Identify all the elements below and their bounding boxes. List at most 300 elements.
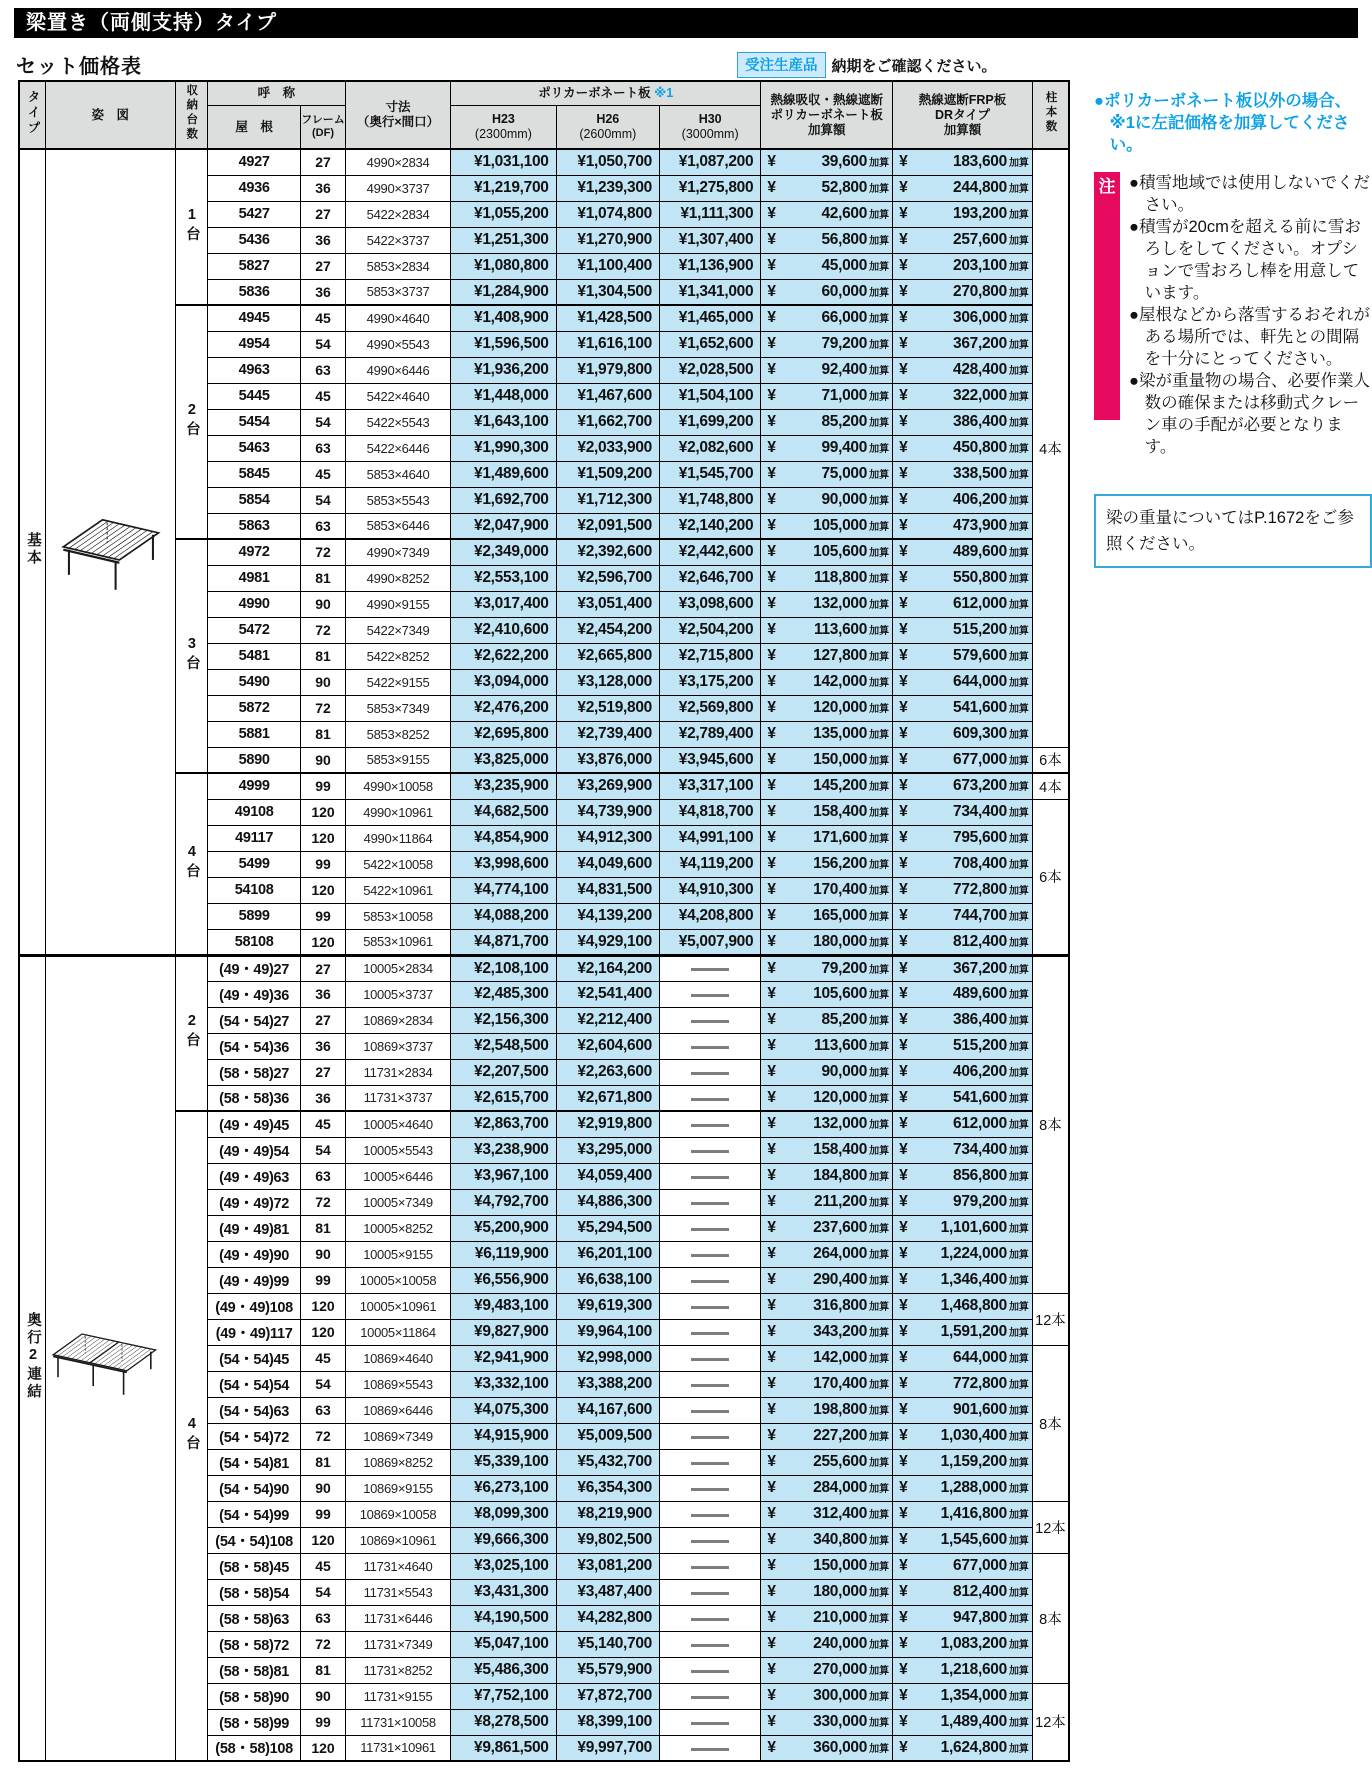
price-h30-cell: ¥4,818,700 <box>659 799 760 825</box>
roof-name-cell: 5490 <box>207 669 300 695</box>
table-row <box>19 539 1069 565</box>
price-h30-cell: ¥1,275,800 <box>659 175 760 201</box>
price-h26-cell: ¥1,428,500 <box>556 305 659 331</box>
price-h30-cell <box>659 1657 760 1683</box>
heat-poly-add-cell: ¥ 66,000 加算 <box>761 305 893 331</box>
storage-count-cell-label: 4台 <box>183 1415 200 1453</box>
type-cell <box>19 149 45 955</box>
price-h30-cell <box>659 981 760 1007</box>
no-option-dash <box>691 1072 729 1075</box>
price-h26-cell: ¥2,604,600 <box>556 1033 659 1059</box>
pillar-count-cell: 6本 <box>1032 747 1069 773</box>
price-h26-cell: ¥4,886,300 <box>556 1189 659 1215</box>
size-cell: 10005×7349 <box>345 1189 450 1215</box>
price-h30-cell <box>659 1319 760 1345</box>
price-h23-cell: ¥3,332,100 <box>451 1371 556 1397</box>
size-cell: 11731×5543 <box>345 1579 450 1605</box>
frame-df-cell: 72 <box>301 1631 346 1657</box>
col-header-h26: H26 (2600mm) <box>556 106 659 149</box>
frame-df-cell: 120 <box>301 1735 346 1761</box>
roof-name-cell: (58・58)36 <box>207 1085 300 1111</box>
price-h23-cell: ¥4,682,500 <box>451 799 556 825</box>
caution-item: ●屋根などから落雪するおそれがある場所では、軒先との間隔を十分にとってください。 <box>1129 306 1370 368</box>
price-h30-cell: ¥4,910,300 <box>659 877 760 903</box>
size-cell: 5853×10058 <box>345 903 450 929</box>
frame-df-cell: 99 <box>301 773 346 799</box>
frame-df-cell: 72 <box>301 695 346 721</box>
price-h26-cell: ¥3,876,000 <box>556 747 659 773</box>
size-cell: 10005×8252 <box>345 1215 450 1241</box>
no-option-dash <box>691 1670 729 1673</box>
page-title-bar: 梁置き（両側支持）タイプ <box>14 8 1358 38</box>
caution-label: 注 <box>1094 172 1120 420</box>
frame-df-cell: 90 <box>301 1241 346 1267</box>
roof-name-cell: (49・49)90 <box>207 1241 300 1267</box>
no-option-dash <box>691 1384 729 1387</box>
roof-name-cell: (58・58)63 <box>207 1605 300 1631</box>
price-h26-cell: ¥3,128,000 <box>556 669 659 695</box>
heat-poly-add-cell: ¥ 120,000 加算 <box>761 695 893 721</box>
price-h26-cell: ¥2,263,600 <box>556 1059 659 1085</box>
price-h26-cell: ¥1,662,700 <box>556 409 659 435</box>
table-header <box>19 81 1069 149</box>
no-option-dash <box>691 1514 729 1517</box>
caution-item: ●積雪が20cmを超える前に雪おろしをしてください。オプションで雪おろし棒を用意しています。 <box>1129 218 1361 302</box>
size-cell: 10869×3737 <box>345 1033 450 1059</box>
frame-df-cell: 81 <box>301 1657 346 1683</box>
heat-poly-add-cell: ¥ 71,000 加算 <box>761 383 893 409</box>
dr-frp-add-cell: ¥ 772,800 加算 <box>893 877 1033 903</box>
heat-poly-add-cell: ¥ 264,000 加算 <box>761 1241 893 1267</box>
storage-count-cell-label: 2台 <box>183 401 200 439</box>
price-h30-cell: ¥2,569,800 <box>659 695 760 721</box>
size-cell: 4990×2834 <box>345 149 450 175</box>
price-h30-cell <box>659 1397 760 1423</box>
size-cell: 4990×7349 <box>345 539 450 565</box>
roof-name-cell: (54・54)45 <box>207 1345 300 1371</box>
table-row <box>19 955 1069 981</box>
price-h30-cell: ¥3,945,600 <box>659 747 760 773</box>
roof-name-cell: 5863 <box>207 513 300 539</box>
size-cell: 10005×3737 <box>345 981 450 1007</box>
price-h26-cell: ¥5,579,900 <box>556 1657 659 1683</box>
frame-df-cell: 36 <box>301 1033 346 1059</box>
roof-name-cell: (49・49)99 <box>207 1267 300 1293</box>
heat-poly-add-cell: ¥ 42,600 加算 <box>761 201 893 227</box>
price-h26-cell: ¥6,638,100 <box>556 1267 659 1293</box>
price-h30-cell: ¥2,504,200 <box>659 617 760 643</box>
no-option-dash <box>691 1410 729 1413</box>
side-notes <box>1094 90 1372 568</box>
price-h26-cell: ¥1,304,500 <box>556 279 659 305</box>
price-h30-cell <box>659 1423 760 1449</box>
dr-frp-add-cell: ¥ 979,200 加算 <box>893 1189 1033 1215</box>
price-h26-cell: ¥5,432,700 <box>556 1449 659 1475</box>
heat-poly-add-cell: ¥ 156,200 加算 <box>761 851 893 877</box>
storage-count-cell <box>175 773 207 955</box>
frame-df-cell: 99 <box>301 903 346 929</box>
roof-name-cell: 49108 <box>207 799 300 825</box>
price-h30-cell: ¥1,652,600 <box>659 331 760 357</box>
poly-addition-note: ●ポリカーボネート板以外の場合、※1に左記価格を加算してください。 <box>1094 92 1352 154</box>
size-cell: 10869×6446 <box>345 1397 450 1423</box>
price-h26-cell: ¥7,872,700 <box>556 1683 659 1709</box>
price-h26-cell: ¥9,997,700 <box>556 1735 659 1761</box>
dr-frp-add-cell: ¥ 812,400 加算 <box>893 929 1033 955</box>
roof-name-cell: 4999 <box>207 773 300 799</box>
price-h26-cell: ¥1,712,300 <box>556 487 659 513</box>
size-cell: 5422×3737 <box>345 227 450 253</box>
caution-item: ●積雪地域では使用しないでください。 <box>1129 174 1370 214</box>
heat-poly-add-cell: ¥ 255,600 加算 <box>761 1449 893 1475</box>
dr-frp-add-cell: ¥ 244,800 加算 <box>893 175 1033 201</box>
no-option-dash <box>691 1436 729 1439</box>
no-option-dash <box>691 1696 729 1699</box>
size-cell: 10005×4640 <box>345 1111 450 1137</box>
dr-frp-add-cell: ¥ 1,288,000 加算 <box>893 1475 1033 1501</box>
price-h23-cell: ¥3,825,000 <box>451 747 556 773</box>
roof-name-cell: (49・49)81 <box>207 1215 300 1241</box>
price-h30-cell: ¥1,465,000 <box>659 305 760 331</box>
price-h26-cell: ¥2,454,200 <box>556 617 659 643</box>
size-cell: 4990×10058 <box>345 773 450 799</box>
price-h30-cell <box>659 1475 760 1501</box>
heat-poly-add-cell: ¥ 180,000 加算 <box>761 929 893 955</box>
price-h23-cell: ¥4,088,200 <box>451 903 556 929</box>
price-h26-cell: ¥4,282,800 <box>556 1605 659 1631</box>
price-h30-cell: ¥1,504,100 <box>659 383 760 409</box>
size-cell: 10869×10961 <box>345 1527 450 1553</box>
no-option-dash <box>691 1228 729 1231</box>
price-h30-cell: ¥4,119,200 <box>659 851 760 877</box>
dr-frp-add-cell: ¥ 193,200 加算 <box>893 201 1033 227</box>
price-h30-cell: ¥1,699,200 <box>659 409 760 435</box>
price-h30-cell: ¥2,028,500 <box>659 357 760 383</box>
dr-frp-add-cell: ¥ 183,600 加算 <box>893 149 1033 175</box>
price-h26-cell: ¥1,074,800 <box>556 201 659 227</box>
size-cell: 4990×10961 <box>345 799 450 825</box>
roof-name-cell: 5854 <box>207 487 300 513</box>
price-h23-cell: ¥2,485,300 <box>451 981 556 1007</box>
heat-poly-add-cell: ¥ 105,600 加算 <box>761 981 893 1007</box>
price-h26-cell: ¥8,399,100 <box>556 1709 659 1735</box>
no-option-dash <box>691 1280 729 1283</box>
frame-df-cell: 63 <box>301 1397 346 1423</box>
price-h26-cell: ¥4,049,600 <box>556 851 659 877</box>
dr-frp-add-cell: ¥ 1,468,800 加算 <box>893 1293 1033 1319</box>
price-h26-cell: ¥4,929,100 <box>556 929 659 955</box>
frame-df-cell: 36 <box>301 227 346 253</box>
price-h30-cell <box>659 1579 760 1605</box>
size-cell: 10869×7349 <box>345 1423 450 1449</box>
dr-frp-add-cell: ¥ 644,000 加算 <box>893 1345 1033 1371</box>
dr-frp-add-cell: ¥ 386,400 加算 <box>893 409 1033 435</box>
frame-df-cell: 45 <box>301 383 346 409</box>
frame-df-cell: 99 <box>301 1709 346 1735</box>
size-cell: 11731×10961 <box>345 1735 450 1761</box>
storage-count-cell <box>175 305 207 539</box>
price-h26-cell: ¥6,354,300 <box>556 1475 659 1501</box>
price-h23-cell: ¥9,666,300 <box>451 1527 556 1553</box>
price-h26-cell: ¥2,212,400 <box>556 1007 659 1033</box>
roof-name-cell: 5845 <box>207 461 300 487</box>
no-option-dash <box>691 1332 729 1335</box>
size-cell: 10005×9155 <box>345 1241 450 1267</box>
size-cell: 11731×10058 <box>345 1709 450 1735</box>
price-h26-cell: ¥1,509,200 <box>556 461 659 487</box>
price-h30-cell <box>659 1553 760 1579</box>
frame-df-cell: 90 <box>301 1683 346 1709</box>
price-h30-cell: ¥1,111,300 <box>659 201 760 227</box>
dr-frp-add-cell: ¥ 541,600 加算 <box>893 695 1033 721</box>
storage-count-cell <box>175 149 207 305</box>
col-header-heat-add: 熱線吸収・熱線遮断 ポリカーボネート板 加算額 <box>761 81 893 149</box>
frame-df-cell: 90 <box>301 669 346 695</box>
dr-frp-add-cell: ¥ 734,400 加算 <box>893 1137 1033 1163</box>
heat-poly-add-cell: ¥ 211,200 加算 <box>761 1189 893 1215</box>
frame-df-cell: 63 <box>301 357 346 383</box>
size-cell: 5853×8252 <box>345 721 450 747</box>
price-h26-cell: ¥2,671,800 <box>556 1085 659 1111</box>
heat-poly-add-cell: ¥ 113,600 加算 <box>761 1033 893 1059</box>
price-h23-cell: ¥3,025,100 <box>451 1553 556 1579</box>
frame-df-cell: 36 <box>301 279 346 305</box>
size-cell: 5422×6446 <box>345 435 450 461</box>
frame-df-cell: 36 <box>301 175 346 201</box>
dr-frp-add-cell: ¥ 612,000 加算 <box>893 1111 1033 1137</box>
heat-poly-add-cell: ¥ 92,400 加算 <box>761 357 893 383</box>
dr-frp-add-cell: ¥ 812,400 加算 <box>893 1579 1033 1605</box>
price-h23-cell: ¥2,047,900 <box>451 513 556 539</box>
price-h23-cell: ¥4,871,700 <box>451 929 556 955</box>
heat-poly-add-cell: ¥ 165,000 加算 <box>761 903 893 929</box>
size-cell: 10869×10058 <box>345 1501 450 1527</box>
price-h26-cell: ¥2,919,800 <box>556 1111 659 1137</box>
price-h23-cell: ¥1,031,100 <box>451 149 556 175</box>
col-header-type: タイプ <box>19 81 45 149</box>
roof-name-cell: (54・54)108 <box>207 1527 300 1553</box>
col-header-roof: 屋 根 <box>207 106 300 149</box>
dr-frp-add-cell: ¥ 450,800 加算 <box>893 435 1033 461</box>
price-h23-cell: ¥1,936,200 <box>451 357 556 383</box>
price-h23-cell: ¥1,990,300 <box>451 435 556 461</box>
dr-frp-add-cell: ¥ 428,400 加算 <box>893 357 1033 383</box>
roof-name-cell: 4945 <box>207 305 300 331</box>
caution-notes <box>1129 172 1372 458</box>
dr-frp-add-cell: ¥ 744,700 加算 <box>893 903 1033 929</box>
roof-name-cell: (58・58)72 <box>207 1631 300 1657</box>
price-h30-cell <box>659 955 760 981</box>
heat-poly-add-cell: ¥ 171,600 加算 <box>761 825 893 851</box>
col-header-pillar-count: 柱本数 <box>1032 81 1069 149</box>
col-header-storage: 収納台数 <box>175 81 207 149</box>
dr-frp-add-cell: ¥ 515,200 加算 <box>893 1033 1033 1059</box>
heat-poly-add-cell: ¥ 150,000 加算 <box>761 1553 893 1579</box>
roof-name-cell: (54・54)54 <box>207 1371 300 1397</box>
size-cell: 10005×10058 <box>345 1267 450 1293</box>
pillar-count-cell: 4本 <box>1032 773 1069 799</box>
storage-count-cell-label: 1台 <box>183 206 200 244</box>
heat-poly-add-cell: ¥ 170,400 加算 <box>761 877 893 903</box>
price-h30-cell <box>659 1449 760 1475</box>
roof-name-cell: (58・58)90 <box>207 1683 300 1709</box>
price-h23-cell: ¥4,190,500 <box>451 1605 556 1631</box>
frame-df-cell: 63 <box>301 435 346 461</box>
size-cell: 10869×2834 <box>345 1007 450 1033</box>
heat-poly-add-cell: ¥ 145,200 加算 <box>761 773 893 799</box>
roof-name-cell: (49・49)63 <box>207 1163 300 1189</box>
size-cell: 5853×6446 <box>345 513 450 539</box>
price-h30-cell: ¥2,715,800 <box>659 643 760 669</box>
size-cell: 10869×4640 <box>345 1345 450 1371</box>
heat-poly-add-cell: ¥ 132,000 加算 <box>761 591 893 617</box>
no-option-dash <box>691 968 729 971</box>
no-option-dash <box>691 1358 729 1361</box>
price-h30-cell <box>659 1189 760 1215</box>
price-h23-cell: ¥2,553,100 <box>451 565 556 591</box>
price-h30-cell <box>659 1293 760 1319</box>
no-option-dash <box>691 1176 729 1179</box>
price-h30-cell: ¥2,140,200 <box>659 513 760 539</box>
size-cell: 5422×10961 <box>345 877 450 903</box>
frame-df-cell: 54 <box>301 409 346 435</box>
price-h26-cell: ¥4,059,400 <box>556 1163 659 1189</box>
roof-name-cell: (54・54)36 <box>207 1033 300 1059</box>
price-h30-cell: ¥1,307,400 <box>659 227 760 253</box>
price-h30-cell <box>659 1371 760 1397</box>
price-h26-cell: ¥2,033,900 <box>556 435 659 461</box>
price-h23-cell: ¥4,792,700 <box>451 1189 556 1215</box>
dr-frp-add-cell: ¥ 1,218,600 加算 <box>893 1657 1033 1683</box>
price-h26-cell: ¥2,665,800 <box>556 643 659 669</box>
price-h30-cell: ¥4,991,100 <box>659 825 760 851</box>
set-price-table <box>18 80 1070 1762</box>
size-cell: 5853×10961 <box>345 929 450 955</box>
roof-name-cell: (49・49)108 <box>207 1293 300 1319</box>
heat-poly-add-cell: ¥ 340,800 加算 <box>761 1527 893 1553</box>
price-h23-cell: ¥1,692,700 <box>451 487 556 513</box>
price-h23-cell: ¥1,408,900 <box>451 305 556 331</box>
dr-frp-add-cell: ¥ 1,030,400 加算 <box>893 1423 1033 1449</box>
price-h30-cell <box>659 1215 760 1241</box>
carport-double-sketch-icon <box>45 955 175 1761</box>
size-cell: 10005×5543 <box>345 1137 450 1163</box>
roof-name-cell: 5890 <box>207 747 300 773</box>
dr-frp-add-cell: ¥ 1,545,600 加算 <box>893 1527 1033 1553</box>
heat-poly-add-cell: ¥ 198,800 加算 <box>761 1397 893 1423</box>
heat-poly-add-cell: ¥ 132,000 加算 <box>761 1111 893 1137</box>
heat-poly-add-cell: ¥ 270,000 加算 <box>761 1657 893 1683</box>
price-h23-cell: ¥5,486,300 <box>451 1657 556 1683</box>
frame-df-cell: 72 <box>301 617 346 643</box>
roof-name-cell: (58・58)108 <box>207 1735 300 1761</box>
heat-poly-add-cell: ¥ 79,200 加算 <box>761 955 893 981</box>
price-h26-cell: ¥2,541,400 <box>556 981 659 1007</box>
frame-df-cell: 120 <box>301 929 346 955</box>
roof-name-cell: 5472 <box>207 617 300 643</box>
roof-name-cell: (54・54)27 <box>207 1007 300 1033</box>
no-option-dash <box>691 1722 729 1725</box>
dr-frp-add-cell: ¥ 489,600 加算 <box>893 539 1033 565</box>
heat-poly-add-cell: ¥ 312,400 加算 <box>761 1501 893 1527</box>
size-cell: 11731×2834 <box>345 1059 450 1085</box>
roof-name-cell: 4981 <box>207 565 300 591</box>
price-h26-cell: ¥1,467,600 <box>556 383 659 409</box>
price-h30-cell <box>659 1527 760 1553</box>
price-h26-cell: ¥4,739,900 <box>556 799 659 825</box>
heat-poly-add-cell: ¥ 180,000 加算 <box>761 1579 893 1605</box>
price-h23-cell: ¥2,207,500 <box>451 1059 556 1085</box>
col-header-dr-add: 熱線遮断FRP板 DRタイプ 加算額 <box>893 81 1033 149</box>
price-h30-cell <box>659 1631 760 1657</box>
roof-name-cell: (58・58)27 <box>207 1059 300 1085</box>
dr-frp-add-cell: ¥ 734,400 加算 <box>893 799 1033 825</box>
no-option-dash <box>691 1254 729 1257</box>
size-cell: 4990×5543 <box>345 331 450 357</box>
col-header-h30: H30 (3000mm) <box>659 106 760 149</box>
frame-df-cell: 90 <box>301 591 346 617</box>
price-h23-cell: ¥2,622,200 <box>451 643 556 669</box>
dr-frp-add-cell: ¥ 795,600 加算 <box>893 825 1033 851</box>
price-h26-cell: ¥3,295,000 <box>556 1137 659 1163</box>
dr-frp-add-cell: ¥ 1,224,000 加算 <box>893 1241 1033 1267</box>
price-h23-cell: ¥2,941,900 <box>451 1345 556 1371</box>
price-h26-cell: ¥4,167,600 <box>556 1397 659 1423</box>
price-h30-cell <box>659 1267 760 1293</box>
price-h23-cell: ¥1,448,000 <box>451 383 556 409</box>
price-h23-cell: ¥3,998,600 <box>451 851 556 877</box>
size-cell: 5422×7349 <box>345 617 450 643</box>
roof-name-cell: (58・58)99 <box>207 1709 300 1735</box>
size-cell: 5853×3737 <box>345 279 450 305</box>
size-cell: 5853×2834 <box>345 253 450 279</box>
frame-df-cell: 120 <box>301 1319 346 1345</box>
pillar-count-cell: 4本 <box>1032 149 1069 747</box>
price-h30-cell: ¥1,341,000 <box>659 279 760 305</box>
heat-poly-add-cell: ¥ 85,200 加算 <box>761 1007 893 1033</box>
type-cell <box>19 955 45 1761</box>
frame-df-cell: 45 <box>301 461 346 487</box>
size-cell: 11731×7349 <box>345 1631 450 1657</box>
price-h23-cell: ¥1,284,900 <box>451 279 556 305</box>
dr-frp-add-cell: ¥ 1,101,600 加算 <box>893 1215 1033 1241</box>
price-h26-cell: ¥9,964,100 <box>556 1319 659 1345</box>
frame-df-cell: 99 <box>301 1501 346 1527</box>
dr-frp-add-cell: ¥ 1,354,000 加算 <box>893 1683 1033 1709</box>
frame-df-cell: 27 <box>301 201 346 227</box>
price-h30-cell: ¥3,317,100 <box>659 773 760 799</box>
storage-count-cell <box>175 1111 207 1761</box>
frame-df-cell: 54 <box>301 331 346 357</box>
roof-name-cell: 4963 <box>207 357 300 383</box>
price-h26-cell: ¥2,519,800 <box>556 695 659 721</box>
dr-frp-add-cell: ¥ 901,600 加算 <box>893 1397 1033 1423</box>
frame-df-cell: 81 <box>301 1215 346 1241</box>
price-h23-cell: ¥2,349,000 <box>451 539 556 565</box>
dr-frp-add-cell: ¥ 612,000 加算 <box>893 591 1033 617</box>
roof-name-cell: 5454 <box>207 409 300 435</box>
price-h26-cell: ¥2,392,600 <box>556 539 659 565</box>
price-h26-cell: ¥3,388,200 <box>556 1371 659 1397</box>
dr-frp-add-cell: ¥ 257,600 加算 <box>893 227 1033 253</box>
price-h30-cell <box>659 1709 760 1735</box>
frame-df-cell: 99 <box>301 851 346 877</box>
heat-poly-add-cell: ¥ 120,000 加算 <box>761 1085 893 1111</box>
frame-df-cell: 120 <box>301 799 346 825</box>
heat-poly-add-cell: ¥ 330,000 加算 <box>761 1709 893 1735</box>
size-cell: 4990×8252 <box>345 565 450 591</box>
price-h23-cell: ¥5,200,900 <box>451 1215 556 1241</box>
